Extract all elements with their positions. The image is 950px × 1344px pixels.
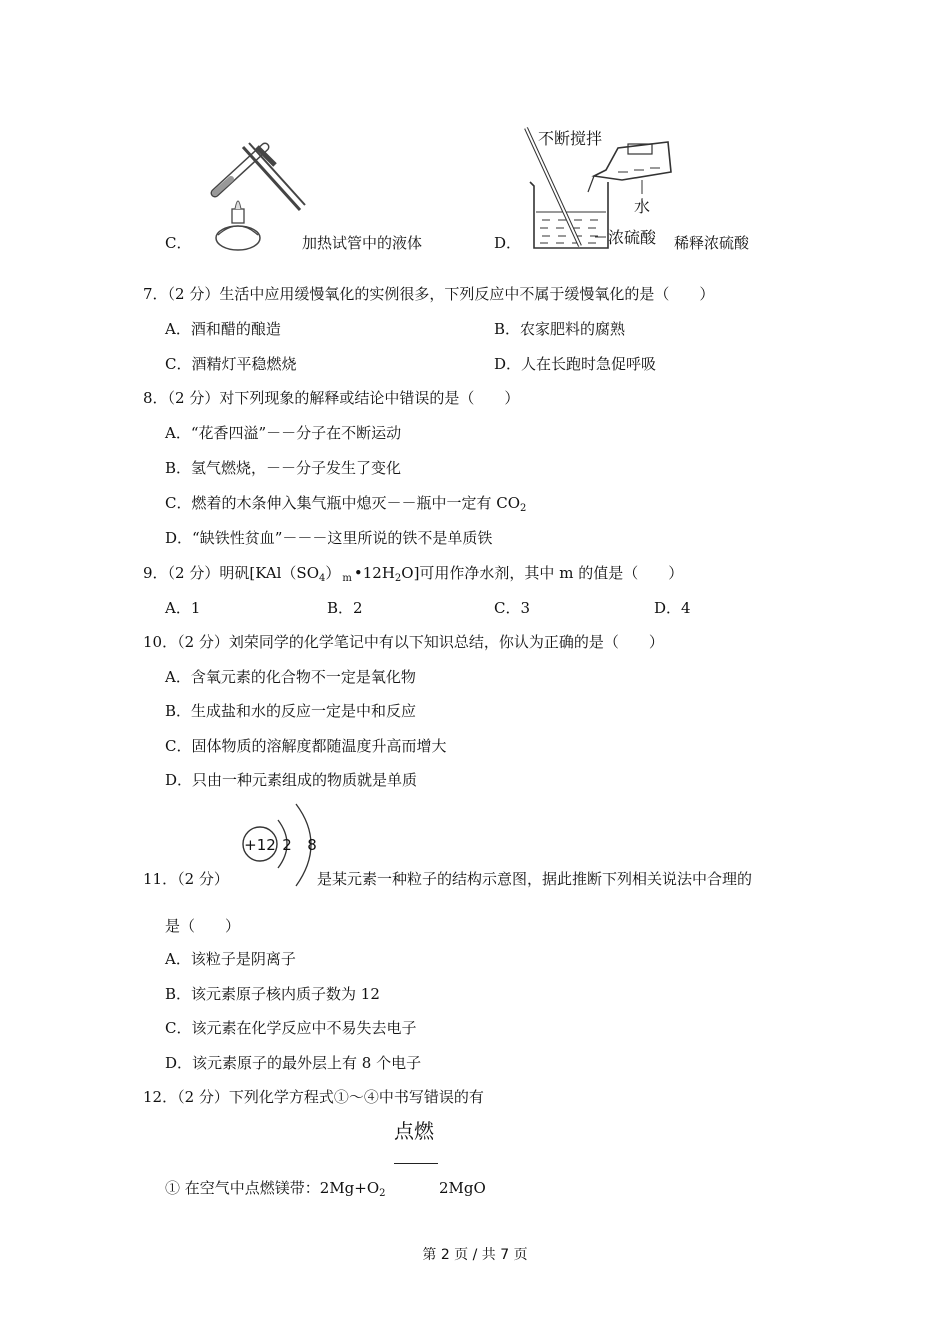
- label-stir: 不断搅拌: [538, 129, 603, 148]
- q10-stem: 10．（2 分）刘荣同学的化学笔记中有以下知识总结，你认为正确的是（ ）: [143, 633, 664, 651]
- q11-option-d: D．该元素原子的最外层上有 8 个电子: [165, 1054, 422, 1072]
- dilute-acid-illustration: [518, 124, 688, 254]
- q10-option-b: B．生成盐和水的反应一定是中和反应: [165, 702, 417, 720]
- q11-option-b: B．该元素原子核内质子数为 12: [165, 985, 380, 1003]
- q9-option-b: B．2: [327, 599, 363, 617]
- eq1-o2-subscript: 2: [379, 1188, 386, 1199]
- reaction-arrow-line: [394, 1163, 438, 1164]
- page-footer: 第 2 页 / 共 7 页: [422, 1247, 528, 1263]
- shell-2-electrons: 8: [307, 836, 317, 854]
- q10-option-d: D．只由一种元素组成的物质就是单质: [165, 771, 418, 789]
- q9-option-c: C．3: [494, 599, 531, 617]
- nucleus-charge: +12: [244, 836, 276, 854]
- q12-stem: 12．（2 分）下列化学方程式①～④中书写错误的有: [143, 1088, 484, 1106]
- q8-option-a: A．“花香四溢”－－分子在不断运动: [165, 424, 402, 442]
- label-acid: 浓硫酸: [608, 228, 657, 247]
- q9-stem: [143, 566, 683, 584]
- q9-sub-4: 4: [319, 573, 326, 584]
- q6-option-c-letter: C．: [165, 234, 192, 252]
- q9-stem-part-b: •12H: [353, 564, 395, 582]
- q8-stem: 8．（2 分）对下列现象的解释或结论中错误的是（ ）: [143, 389, 520, 407]
- q7-option-a: A．酒和醋的酿造: [165, 320, 281, 338]
- eq1-reactants: ① 在空气中点燃镁带：2Mg+O: [165, 1179, 380, 1197]
- q7-stem: 7．（2 分）生活中应用缓慢氧化的实例很多，下列反应中不属于缓慢氧化的是（ ）: [143, 285, 715, 303]
- q9-sub-m: m: [342, 573, 352, 584]
- q12-equation-1: [165, 1181, 386, 1199]
- q9-paren: ）: [325, 564, 341, 582]
- q8-option-c-text: C．燃着的木条伸入集气瓶中熄灭－－瓶中一定有 CO: [165, 494, 521, 512]
- q6-option-d-letter: D．: [494, 234, 522, 252]
- q9-stem-part-c: O]可用作净水剂，其中 m 的值是（ ）: [401, 564, 684, 582]
- q9-option-d: D．4: [654, 599, 691, 617]
- co2-subscript: 2: [520, 503, 527, 514]
- q7-option-d: D．人在长跑时急促呼吸: [494, 355, 657, 373]
- q9-stem-part-a: 9．（2 分）明矾[KAl（SO: [143, 564, 320, 582]
- q8-option-c: [165, 496, 526, 514]
- q11-stem-line2: 是（ ）: [165, 917, 241, 935]
- q10-option-a: A．含氧元素的化合物不一定是氧化物: [165, 668, 416, 686]
- q11-option-c: C．该元素在化学反应中不易失去电子: [165, 1019, 417, 1037]
- heating-test-tube-illustration: [205, 135, 305, 260]
- q7-option-b: B．农家肥料的腐熟: [494, 320, 626, 338]
- q6-option-d-caption: 稀释浓硫酸: [674, 234, 750, 252]
- q7-option-c: C．酒精灯平稳燃烧: [165, 355, 297, 373]
- atomic-structure-diagram: [240, 802, 320, 892]
- q10-option-c: C．固体物质的溶解度都随温度升高而增大: [165, 737, 447, 755]
- reaction-condition: 点燃: [394, 1119, 434, 1143]
- q9-sub-2: 2: [394, 573, 402, 584]
- q11-option-a: A．该粒子是阴离子: [165, 950, 296, 968]
- q8-option-d: D．“缺铁性贫血”－－－这里所说的铁不是单质铁: [165, 529, 493, 547]
- q11-stem: 是某元素一种粒子的结构示意图，据此推断下列相关说法中合理的: [317, 870, 753, 888]
- q11-number: 11．（2 分）: [143, 870, 229, 888]
- shell-1-electrons: 2: [282, 836, 292, 854]
- q12-equation-1-product: 2MgO: [439, 1179, 486, 1197]
- q8-option-b: B．氢气燃烧，－－分子发生了变化: [165, 459, 402, 477]
- q9-option-a: A．1: [165, 599, 201, 617]
- q6-option-c-caption: 加热试管中的液体: [302, 234, 423, 252]
- label-water: 水: [634, 197, 651, 216]
